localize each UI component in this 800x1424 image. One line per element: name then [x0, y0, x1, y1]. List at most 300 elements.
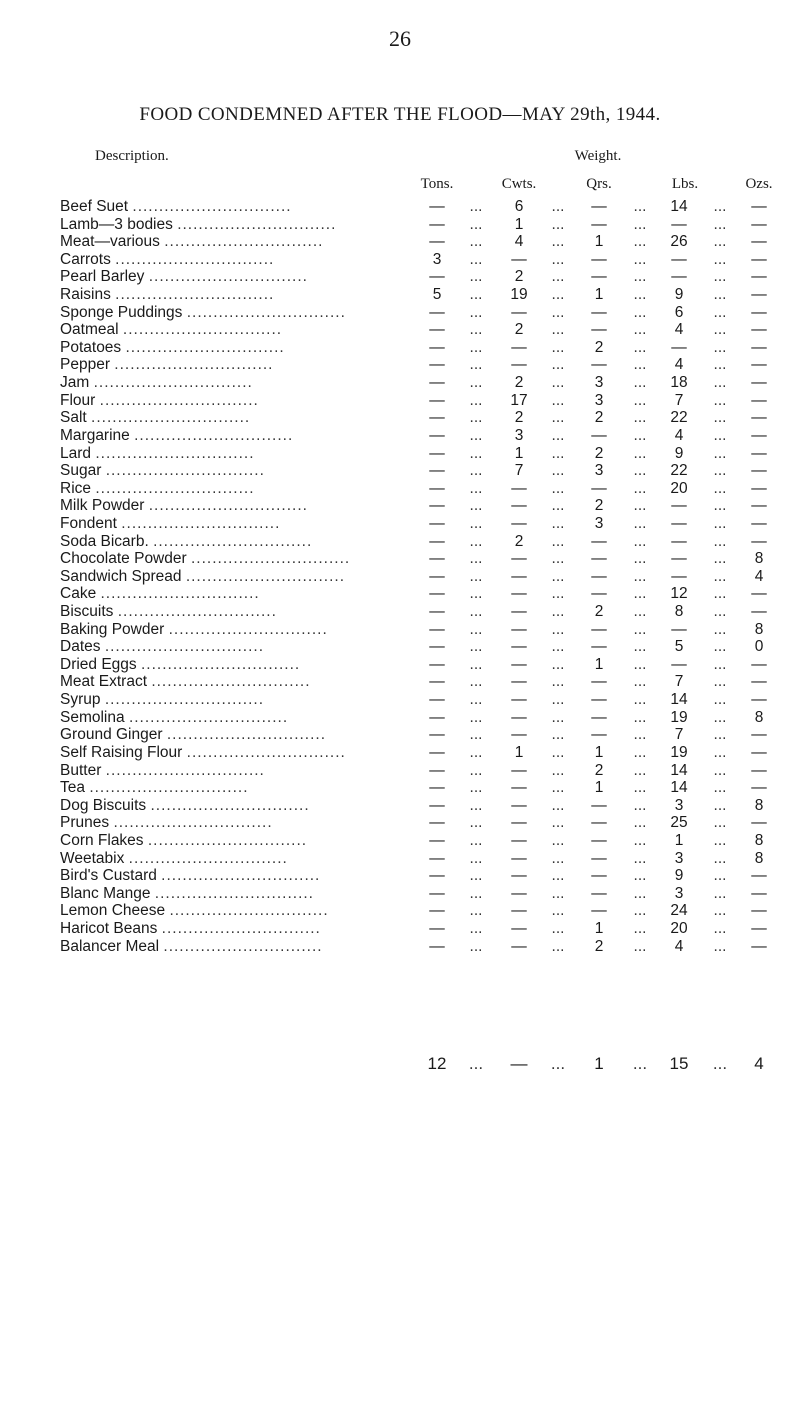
- item-ozs-cell: —: [751, 691, 767, 709]
- item-lbs-cell: —: [671, 268, 687, 286]
- item-description: [60, 850, 300, 868]
- item-name: Fondent: [60, 514, 117, 532]
- item-cwts-cell: 1: [514, 215, 524, 233]
- item-qrs-cell: —: [591, 215, 607, 233]
- table-row: [0, 515, 800, 533]
- dot-leader: ..............................: [105, 761, 265, 779]
- qrs-column-header: Qrs.: [586, 176, 612, 192]
- item-lbs-cell: 5: [674, 638, 684, 656]
- table-row: [0, 251, 800, 269]
- dot-leader: ..............................: [99, 391, 259, 409]
- item-description: [60, 567, 346, 586]
- item-cwts-cell: —: [511, 814, 527, 832]
- dot-leader: ..............................: [128, 708, 289, 726]
- dot-leader: ..............................: [185, 567, 346, 585]
- table-row: [0, 867, 800, 885]
- column-separator: ...: [469, 902, 483, 920]
- total-cwts-cell: —: [510, 1054, 528, 1073]
- dot-leader: ..............................: [168, 620, 328, 638]
- dot-leader: ..............................: [115, 286, 275, 304]
- column-separator: ...: [713, 356, 727, 374]
- item-qrs-cell: 1: [594, 779, 604, 797]
- item-lbs-cell: 12: [670, 585, 688, 603]
- column-separator: ...: [713, 426, 727, 444]
- item-cwts-cell: 7: [514, 462, 524, 480]
- dot-leader: ..............................: [117, 603, 277, 621]
- item-lbs-cell: —: [671, 250, 687, 268]
- total-lbs-cell: 15: [669, 1054, 689, 1073]
- item-lbs-cell: —: [671, 514, 687, 532]
- item-tons-cell: —: [429, 374, 445, 392]
- item-lbs-cell: 4: [674, 356, 684, 374]
- dot-leader: ..............................: [166, 726, 327, 744]
- item-cwts-cell: 1: [514, 743, 524, 761]
- table-row: [0, 814, 800, 832]
- dot-leader: ..............................: [164, 233, 324, 251]
- table-row: [0, 497, 800, 515]
- item-description: [60, 303, 346, 322]
- item-tons-cell: —: [429, 726, 445, 744]
- column-separator: ...: [469, 426, 483, 444]
- column-separator: ...: [713, 462, 727, 480]
- item-qrs-cell: —: [591, 638, 607, 656]
- item-lbs-cell: —: [671, 655, 687, 673]
- item-cwts-cell: —: [511, 726, 527, 744]
- column-separator: ...: [633, 514, 647, 532]
- item-tons-cell: —: [429, 338, 445, 356]
- item-lbs-cell: 6: [674, 303, 684, 321]
- item-name: Raisins: [60, 286, 111, 304]
- table-row: [0, 885, 800, 903]
- column-separator: ...: [551, 338, 565, 356]
- table-row: [0, 709, 800, 727]
- column-separator: ...: [469, 867, 483, 885]
- column-separator: ...: [633, 726, 647, 744]
- item-description: [60, 215, 337, 234]
- dot-leader: ..............................: [114, 356, 274, 374]
- item-cwts-cell: —: [511, 937, 527, 955]
- table-row: [0, 356, 800, 374]
- table-row: [0, 797, 800, 815]
- table-row: [0, 216, 800, 234]
- dot-leader: ..............................: [150, 796, 310, 814]
- item-lbs-cell: 1: [674, 831, 684, 849]
- item-cwts-cell: —: [511, 479, 527, 497]
- item-name: Ground Ginger: [60, 726, 163, 744]
- item-ozs-cell: —: [751, 743, 767, 761]
- item-name: Corn Flakes: [60, 831, 144, 849]
- item-ozs-cell: —: [751, 268, 767, 286]
- item-description: [60, 233, 324, 251]
- item-ozs-cell: —: [751, 356, 767, 374]
- item-name: Meat—various: [60, 233, 160, 251]
- item-description: [60, 550, 351, 568]
- column-separator: ...: [712, 1054, 728, 1073]
- item-cwts-cell: 19: [510, 286, 528, 304]
- column-separator: ...: [551, 303, 565, 321]
- column-separator: ...: [713, 338, 727, 356]
- item-name: Flour: [60, 391, 96, 409]
- column-separator: ...: [551, 462, 565, 480]
- item-description: [60, 762, 300, 780]
- column-separator: ...: [551, 479, 565, 497]
- column-separator: ...: [633, 321, 647, 339]
- column-separator: ...: [551, 268, 565, 286]
- column-separator: ...: [633, 673, 647, 691]
- item-description: [60, 814, 300, 832]
- column-separator: ...: [633, 198, 647, 215]
- item-description: [60, 831, 308, 850]
- item-name: Meat Extract: [60, 673, 147, 691]
- table-row: [0, 374, 800, 392]
- item-description: [60, 515, 300, 533]
- column-separator: ...: [551, 409, 565, 427]
- column-separator: ...: [469, 743, 483, 761]
- item-name: Dates: [60, 638, 101, 656]
- column-separator: ...: [713, 884, 727, 902]
- item-qrs-cell: —: [591, 884, 607, 902]
- item-ozs-cell: —: [751, 250, 767, 268]
- item-cwts-cell: 1: [514, 444, 524, 462]
- table-row: [0, 233, 800, 251]
- item-description: [60, 743, 346, 762]
- item-cwts-cell: 2: [514, 532, 524, 550]
- item-ozs-cell: —: [751, 814, 767, 832]
- item-qrs-cell: —: [591, 426, 607, 444]
- item-ozs-cell: —: [751, 585, 767, 603]
- item-qrs-cell: —: [591, 691, 607, 709]
- column-separator: ...: [469, 761, 483, 779]
- column-separator: ...: [469, 673, 483, 691]
- item-ozs-cell: —: [751, 462, 767, 480]
- column-separator: ...: [551, 233, 565, 251]
- column-separator: ...: [551, 902, 565, 920]
- column-separator: ...: [550, 1054, 566, 1073]
- column-separator: ...: [469, 919, 483, 937]
- item-ozs-cell: 8: [754, 796, 764, 814]
- item-ozs-cell: —: [751, 338, 767, 356]
- item-ozs-cell: —: [751, 673, 767, 691]
- column-separator: ...: [713, 726, 727, 744]
- item-cwts-cell: —: [511, 867, 527, 885]
- item-qrs-cell: —: [591, 303, 607, 321]
- item-tons-cell: —: [429, 462, 445, 480]
- item-cwts-cell: —: [511, 550, 527, 568]
- item-name: Milk Powder: [60, 497, 145, 515]
- dot-leader: ..............................: [121, 514, 281, 532]
- column-separator: ...: [469, 620, 483, 638]
- column-separator: ...: [551, 444, 565, 462]
- item-description: [60, 691, 300, 709]
- item-tons-cell: —: [429, 673, 445, 691]
- weight-header: Weight.: [574, 148, 622, 164]
- item-cwts-cell: —: [511, 567, 527, 585]
- cwts-column-header: Cwts.: [501, 176, 537, 192]
- item-name: Soda Bicarb.: [60, 532, 149, 550]
- item-lbs-cell: 9: [674, 444, 684, 462]
- column-separator: ...: [633, 409, 647, 427]
- item-lbs-cell: —: [671, 620, 687, 638]
- dot-leader: ..............................: [134, 426, 294, 444]
- column-separator: ...: [551, 726, 565, 744]
- item-ozs-cell: —: [751, 761, 767, 779]
- item-qrs-cell: —: [591, 673, 607, 691]
- item-ozs-cell: —: [751, 374, 767, 392]
- item-cwts-cell: —: [511, 497, 527, 515]
- item-description: [60, 392, 300, 410]
- column-separator: ...: [469, 814, 483, 832]
- column-separator: ...: [633, 426, 647, 444]
- item-cwts-cell: —: [511, 919, 527, 937]
- dot-leader: ..............................: [91, 409, 251, 427]
- item-ozs-cell: 4: [754, 567, 764, 585]
- item-description: [60, 709, 300, 727]
- column-separator: ...: [633, 814, 647, 832]
- item-lbs-cell: 14: [670, 198, 688, 215]
- item-tons-cell: —: [429, 919, 445, 937]
- column-separator: ...: [469, 514, 483, 532]
- item-qrs-cell: 2: [594, 761, 604, 779]
- item-ozs-cell: —: [751, 215, 767, 233]
- column-separator: ...: [469, 462, 483, 480]
- column-separator: ...: [633, 567, 647, 585]
- item-lbs-cell: 25: [670, 814, 688, 832]
- item-qrs-cell: 3: [594, 514, 604, 532]
- item-qrs-cell: 1: [594, 919, 604, 937]
- column-separator: ...: [633, 444, 647, 462]
- column-separator: ...: [713, 919, 727, 937]
- item-description: [60, 374, 300, 392]
- table-row: [0, 691, 800, 709]
- dot-leader: ..............................: [132, 198, 292, 215]
- dot-leader: ..............................: [177, 215, 337, 233]
- item-ozs-cell: —: [751, 479, 767, 497]
- item-lbs-cell: 7: [674, 726, 684, 744]
- table-row: [0, 920, 800, 938]
- item-ozs-cell: —: [751, 655, 767, 673]
- column-separator: ...: [551, 673, 565, 691]
- column-separator: ...: [633, 867, 647, 885]
- food-table: [0, 198, 800, 955]
- column-separator: ...: [469, 391, 483, 409]
- column-separator: ...: [713, 603, 727, 621]
- item-description: [60, 884, 314, 903]
- column-separator: ...: [633, 374, 647, 392]
- item-name: Sponge Puddings: [60, 303, 183, 321]
- column-separator: ...: [713, 849, 727, 867]
- column-separator: ...: [713, 567, 727, 585]
- description-header: Description.: [95, 148, 169, 164]
- item-lbs-cell: —: [671, 338, 687, 356]
- column-separator: ...: [469, 303, 483, 321]
- column-separator: ...: [551, 849, 565, 867]
- item-tons-cell: —: [429, 867, 445, 885]
- column-separator: ...: [633, 902, 647, 920]
- item-lbs-cell: 14: [670, 761, 688, 779]
- column-separator: ...: [633, 708, 647, 726]
- item-name: Oatmeal: [60, 321, 119, 339]
- item-tons-cell: —: [429, 708, 445, 726]
- column-separator: ...: [633, 761, 647, 779]
- item-cwts-cell: —: [511, 884, 527, 902]
- table-row: [0, 621, 800, 639]
- item-ozs-cell: —: [751, 426, 767, 444]
- item-tons-cell: —: [429, 532, 445, 550]
- item-description: [60, 321, 300, 339]
- table-row: [0, 603, 800, 621]
- table-row: [0, 726, 800, 744]
- item-cwts-cell: —: [511, 779, 527, 797]
- column-separator: ...: [713, 444, 727, 462]
- item-qrs-cell: 2: [594, 444, 604, 462]
- column-separator: ...: [633, 620, 647, 638]
- table-row: [0, 832, 800, 850]
- column-separator: ...: [551, 814, 565, 832]
- column-separator: ...: [633, 937, 647, 955]
- column-separator: ...: [713, 620, 727, 638]
- item-ozs-cell: —: [751, 444, 767, 462]
- column-separator: ...: [551, 550, 565, 568]
- item-lbs-cell: 3: [674, 884, 684, 902]
- table-row: [0, 638, 800, 656]
- item-tons-cell: 5: [432, 286, 442, 304]
- item-lbs-cell: 7: [674, 673, 684, 691]
- table-row: [0, 656, 800, 674]
- item-lbs-cell: 22: [670, 462, 688, 480]
- item-cwts-cell: —: [511, 250, 527, 268]
- item-name: Lemon Cheese: [60, 902, 166, 920]
- dot-leader: ..............................: [128, 849, 288, 867]
- item-qrs-cell: —: [591, 550, 607, 568]
- item-cwts-cell: —: [511, 338, 527, 356]
- item-qrs-cell: —: [591, 268, 607, 286]
- item-name: Lard: [60, 444, 92, 462]
- column-separator: ...: [633, 585, 647, 603]
- item-ozs-cell: —: [751, 603, 767, 621]
- item-name: Margarine: [60, 426, 130, 444]
- item-cwts-cell: 17: [510, 391, 528, 409]
- column-separator: ...: [469, 409, 483, 427]
- table-row: [0, 673, 800, 691]
- column-separator: ...: [551, 426, 565, 444]
- column-separator: ...: [713, 831, 727, 849]
- item-lbs-cell: 20: [670, 479, 688, 497]
- item-ozs-cell: 0: [754, 638, 764, 656]
- column-separator: ...: [469, 603, 483, 621]
- item-description: [60, 497, 308, 515]
- item-description: [60, 902, 329, 920]
- column-separator: ...: [469, 532, 483, 550]
- item-name: Semolina: [60, 708, 125, 726]
- table-row: [0, 550, 800, 568]
- item-name: Sandwich Spread: [60, 567, 182, 585]
- dot-leader: ..............................: [141, 655, 301, 673]
- dot-leader: ..............................: [100, 585, 260, 603]
- dot-leader: ..............................: [190, 550, 351, 568]
- table-row: [0, 779, 800, 797]
- table-row: [0, 850, 800, 868]
- item-qrs-cell: —: [591, 198, 607, 215]
- column-separator: ...: [469, 726, 483, 744]
- column-separator: ...: [633, 849, 647, 867]
- item-name: Biscuits: [60, 603, 114, 621]
- item-tons-cell: —: [429, 779, 445, 797]
- column-separator: ...: [713, 655, 727, 673]
- column-separator: ...: [551, 321, 565, 339]
- dot-leader: ..............................: [104, 638, 265, 656]
- item-description: [60, 585, 300, 603]
- column-separator: ...: [633, 743, 647, 761]
- item-tons-cell: —: [429, 391, 445, 409]
- column-separator: ...: [633, 356, 647, 374]
- item-cwts-cell: —: [511, 620, 527, 638]
- column-separator: ...: [633, 497, 647, 515]
- item-qrs-cell: —: [591, 796, 607, 814]
- item-description: [60, 779, 300, 797]
- item-qrs-cell: 3: [594, 462, 604, 480]
- column-separator: ...: [469, 321, 483, 339]
- dot-leader: ..............................: [148, 268, 308, 286]
- item-tons-cell: —: [429, 426, 445, 444]
- item-cwts-cell: 6: [514, 198, 524, 215]
- item-ozs-cell: —: [751, 514, 767, 532]
- total-ozs-cell: 4: [754, 1054, 764, 1073]
- item-tons-cell: —: [429, 585, 445, 603]
- column-separator: ...: [713, 550, 727, 568]
- dot-leader: ..............................: [186, 303, 346, 321]
- dot-leader: ..............................: [122, 321, 283, 339]
- table-row: [0, 445, 800, 463]
- item-ozs-cell: —: [751, 726, 767, 744]
- column-separator: ...: [633, 268, 647, 286]
- item-description: [60, 198, 300, 216]
- item-lbs-cell: —: [671, 567, 687, 585]
- item-description: [60, 796, 310, 815]
- column-separator: ...: [713, 743, 727, 761]
- item-qrs-cell: —: [591, 620, 607, 638]
- item-tons-cell: —: [429, 567, 445, 585]
- column-separator: ...: [469, 356, 483, 374]
- item-tons-cell: —: [429, 198, 445, 215]
- item-tons-cell: —: [429, 884, 445, 902]
- dot-leader: ..............................: [147, 831, 308, 849]
- column-separator: ...: [633, 779, 647, 797]
- column-separator: ...: [469, 374, 483, 392]
- item-tons-cell: —: [429, 849, 445, 867]
- column-separator: ...: [713, 497, 727, 515]
- item-tons-cell: —: [429, 655, 445, 673]
- tons-column-header: Tons.: [420, 176, 454, 192]
- column-separator: ...: [551, 867, 565, 885]
- item-lbs-cell: 22: [670, 409, 688, 427]
- item-qrs-cell: 3: [594, 374, 604, 392]
- item-name: Dried Eggs: [60, 655, 137, 673]
- column-separator: ...: [551, 532, 565, 550]
- column-separator: ...: [551, 514, 565, 532]
- dot-leader: ..............................: [95, 444, 255, 462]
- column-separator: ...: [551, 585, 565, 603]
- item-cwts-cell: 2: [514, 268, 524, 286]
- item-lbs-cell: 14: [670, 779, 688, 797]
- dot-leader: ..............................: [186, 743, 346, 761]
- table-row: [0, 902, 800, 920]
- dot-leader: ..............................: [154, 884, 314, 902]
- table-row: [0, 268, 800, 286]
- column-separator: ...: [551, 743, 565, 761]
- column-separator: ...: [551, 215, 565, 233]
- item-qrs-cell: 2: [594, 937, 604, 955]
- table-row: [0, 480, 800, 498]
